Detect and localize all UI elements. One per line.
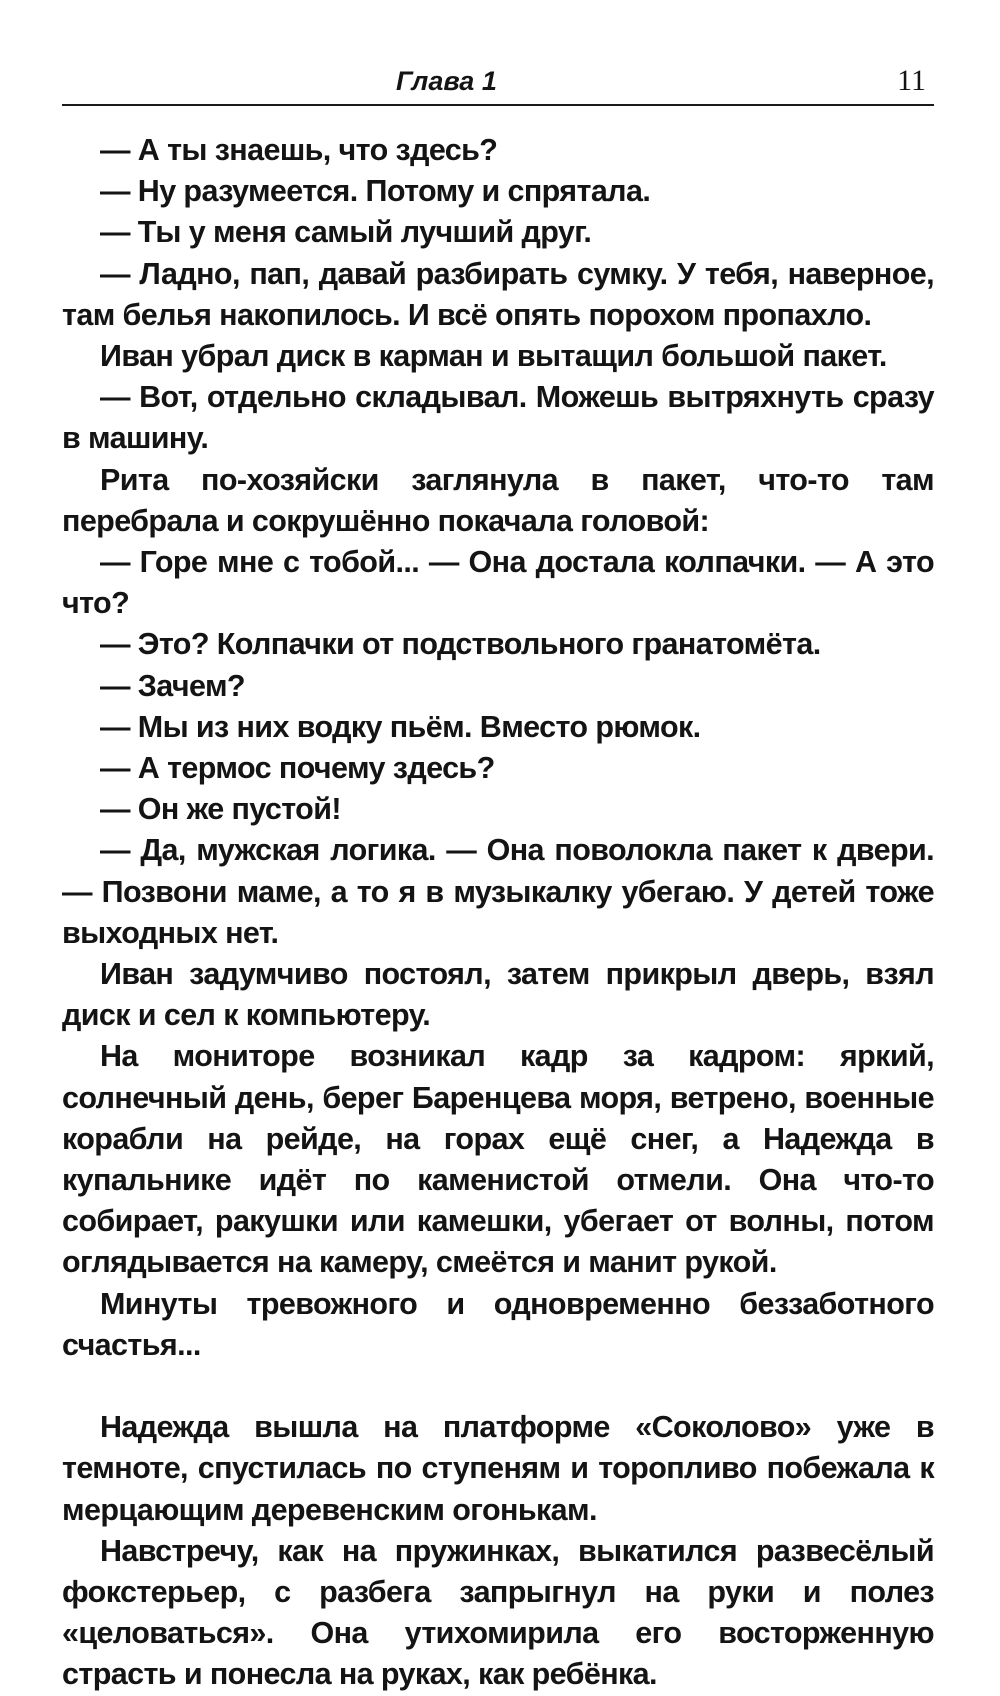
chapter-title: Глава 1: [396, 66, 497, 96]
paragraph-8: — Горе мне с тобой... — Она достала колпачки. — А это что?: [62, 545, 934, 621]
paragraph-13: — Он же пустой!: [100, 792, 341, 827]
paragraph-12: — А термос почему здесь?: [100, 751, 495, 786]
paragraph-9: — Это? Колпачки от подствольного гранатомёта.: [100, 627, 821, 662]
section-break: [62, 1366, 934, 1407]
paragraph-18: Надежда вышла на платформе «Соколово» уже в темноте, спустилась по ступеням и торопливо побежала к мерцающим деревенским огонькам.: [62, 1410, 934, 1527]
paragraph-5: Иван убрал диск в карман и вытащил большой пакет.: [100, 339, 887, 374]
book-page: [62, 0, 934, 1692]
paragraph-17: Минуты тревожного и одновременно беззаботного счастья...: [62, 1286, 934, 1362]
paragraph-10: — Зачем?: [100, 668, 245, 703]
paragraph-1: — А ты знаешь, что здесь?: [100, 133, 498, 167]
running-head: [62, 60, 934, 106]
paragraph-11: — Мы из них водку пьём. Вместо рюмок.: [100, 709, 701, 744]
paragraph-14: — Да, мужская логика. — Она поволокла пакет к двери. — Позвони маме, а то я в музыкалку убегаю. У детей тоже выходных нет.: [62, 833, 934, 950]
paragraph-16: На мониторе возникал кадр за кадром: яркий, солнечный день, берег Баренцева моря, ветрено, военные корабли на рейде, на горах ещё снег, а Надежда в купальнике идёт по каменистой отмели. Она что-то собирает, ракушки или камешки, убегает от волны, потом оглядывается на камеру, смеётся и манит рукой.: [62, 1039, 934, 1280]
paragraph-15: Иван задумчиво постоял, затем прикрыл дверь, взял диск и сел к компьютеру.: [62, 957, 934, 1033]
paragraph-4: — Ладно, пап, давай разбирать сумку. У тебя, наверное, там белья накопилось. И всё опять порохом пропахло.: [62, 256, 934, 332]
paragraph-7: Рита по-хозяйски заглянула в пакет, что-то там перебрала и сокрушённо покачала головой:: [62, 462, 934, 538]
paragraph-3: — Ты у меня самый лучший друг.: [100, 215, 592, 250]
paragraph-2: — Ну разумеется. Потому и спрятала.: [100, 174, 651, 209]
paragraph-19: Навстречу, как на пружинках, выкатился развесёлый фокстерьер, с разбега запрыгнул на руки и полез «целоваться». Она утихомирила его восторженную страсть и понесла на руках, как ребёнка.: [62, 1533, 934, 1692]
paragraph-6: — Вот, отдельно складывал. Можешь вытряхнуть сразу в машину.: [62, 380, 934, 456]
body-text: [62, 130, 934, 1696]
page-number: 11: [897, 64, 926, 97]
